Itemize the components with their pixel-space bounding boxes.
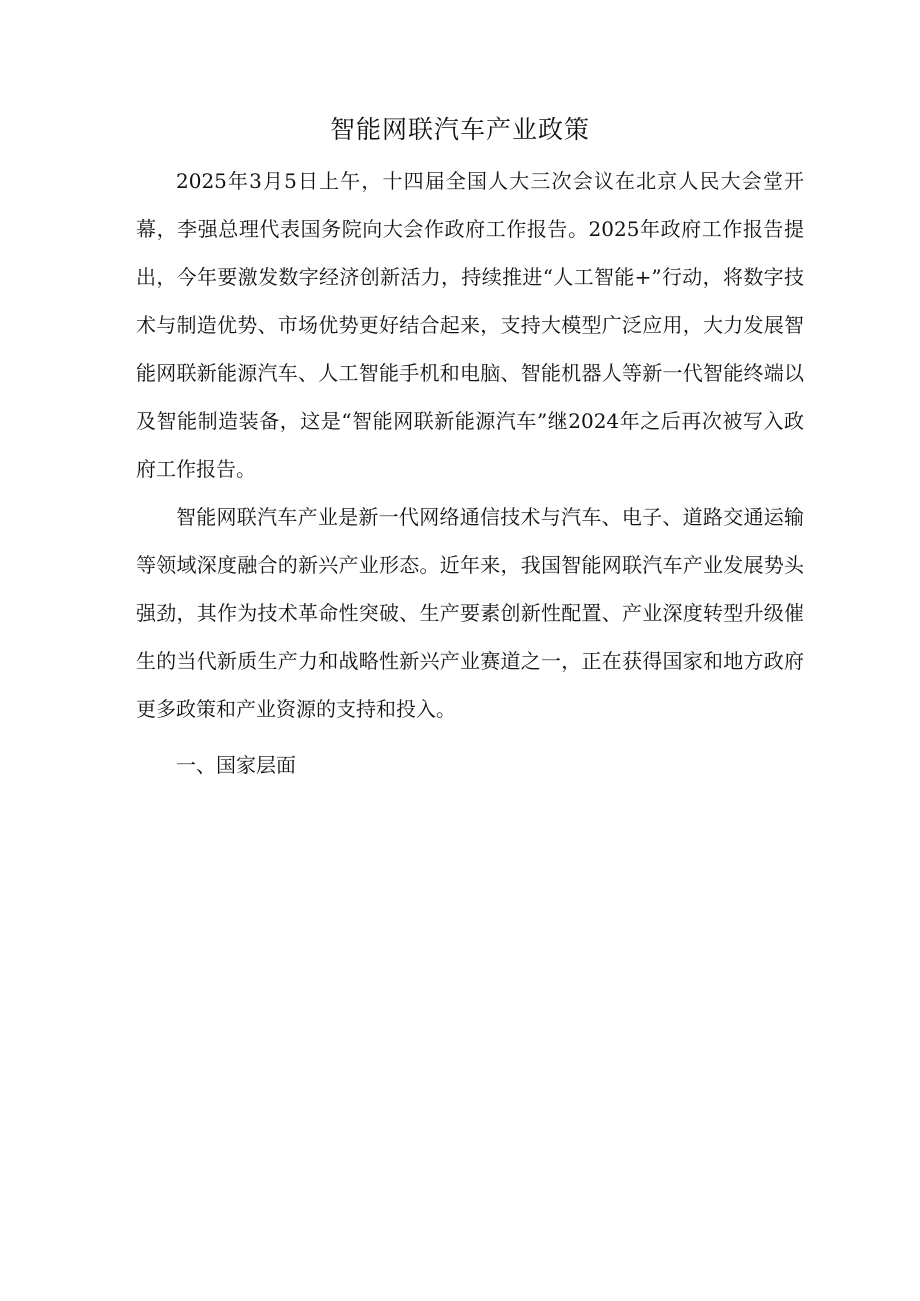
document-title: 智能网联汽车产业政策 <box>329 115 590 144</box>
section-heading: 一、国家层面 <box>176 753 296 777</box>
paragraph-1: 2025年3月5日上午，十四届全国人大三次会议在北京人民大会堂开幕，李强总理代表国务院向大会作政府工作报告。2025年政府工作报告提出，今年要激发数字经济创新活力，持续推进“人工智能+”行动，将数字技术与制造优势、市场优势更好结合起来，支持大模型广泛应用，大力发展智能网联新能源汽车、人工智能手机和电脑、智能机器人等新一代智能终端以及智能制造装备，这是“智能网联新能源汽车”继2024年之后再次被写入政府工作报告。 <box>136 169 804 481</box>
paragraph-2: 智能网联汽车产业是新一代网络通信技术与汽车、电子、道路交通运输等领域深度融合的新兴产业形态。近年来，我国智能网联汽车产业发展势头强劲，其作为技术革命性突破、生产要素创新性配置、产业深度转型升级催生的当代新质生产力和战略性新兴产业赛道之一，正在获得国家和地方政府更多政策和产业资源的支持和投入。 <box>136 505 804 721</box>
